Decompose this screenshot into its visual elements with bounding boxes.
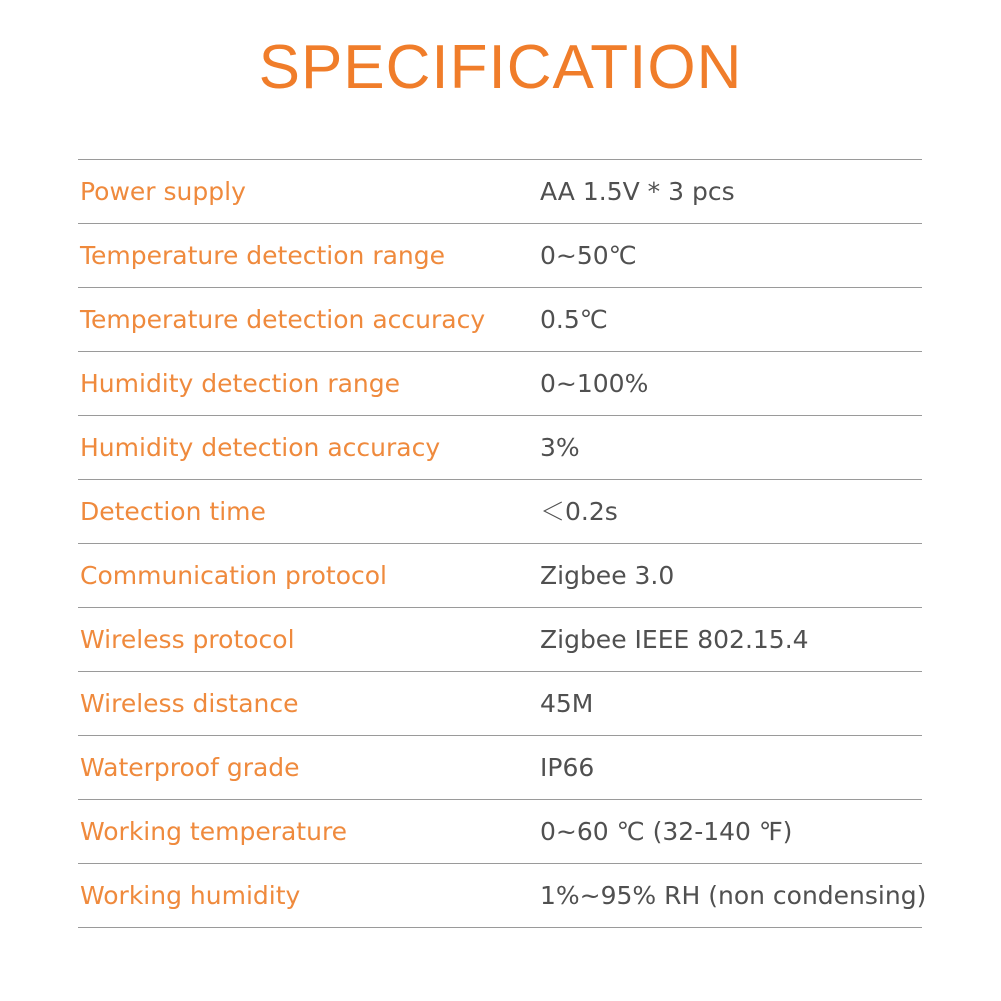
spec-row-wireless-distance — [78, 672, 922, 736]
spec-value: 1%~95% RH (non condensing) — [540, 881, 927, 910]
spec-value: 45M — [540, 689, 594, 718]
spec-table — [78, 159, 927, 928]
spec-label: Waterproof grade — [80, 753, 300, 782]
spec-label: Communication protocol — [80, 561, 387, 590]
spec-label: Working humidity — [80, 881, 301, 910]
spec-value: IP66 — [540, 753, 595, 782]
spec-row-wireless-protocol — [78, 608, 922, 672]
spec-label: Wireless distance — [80, 689, 299, 718]
spec-value: 0.5℃ — [540, 305, 608, 334]
spec-label: Detection time — [80, 497, 266, 526]
spec-row-power-supply — [78, 160, 922, 224]
spec-row-waterproof-grade — [78, 736, 922, 800]
spec-label: Temperature detection accuracy — [80, 305, 486, 334]
spec-value: Zigbee IEEE 802.15.4 — [540, 625, 809, 654]
spec-value: 0~60 ℃ (32-140 ℉) — [540, 817, 793, 846]
spec-row-humidity-range — [78, 352, 922, 416]
spec-row-temperature-accuracy — [78, 288, 922, 352]
spec-label: Humidity detection range — [80, 369, 401, 398]
spec-value: ＜0.2s — [540, 497, 618, 526]
spec-label: Working temperature — [80, 817, 348, 846]
spec-value: 3% — [540, 433, 580, 462]
spec-label: Power supply — [80, 177, 246, 206]
spec-value: 0~100% — [540, 369, 649, 398]
spec-row-temperature-range — [78, 224, 922, 288]
spec-row-detection-time — [78, 480, 922, 544]
spec-row-humidity-accuracy — [78, 416, 922, 480]
spec-value: AA 1.5V * 3 pcs — [540, 177, 735, 206]
spec-value: 0~50℃ — [540, 241, 637, 270]
spec-row-working-humidity — [78, 864, 927, 928]
spec-label: Humidity detection accuracy — [80, 433, 441, 462]
spec-row-working-temperature — [78, 800, 922, 864]
spec-row-communication-protocol — [78, 544, 922, 608]
spec-value: Zigbee 3.0 — [540, 561, 675, 590]
spec-label: Temperature detection range — [80, 241, 446, 270]
spec-label: Wireless protocol — [80, 625, 295, 654]
page-title: SPECIFICATION — [258, 33, 743, 102]
